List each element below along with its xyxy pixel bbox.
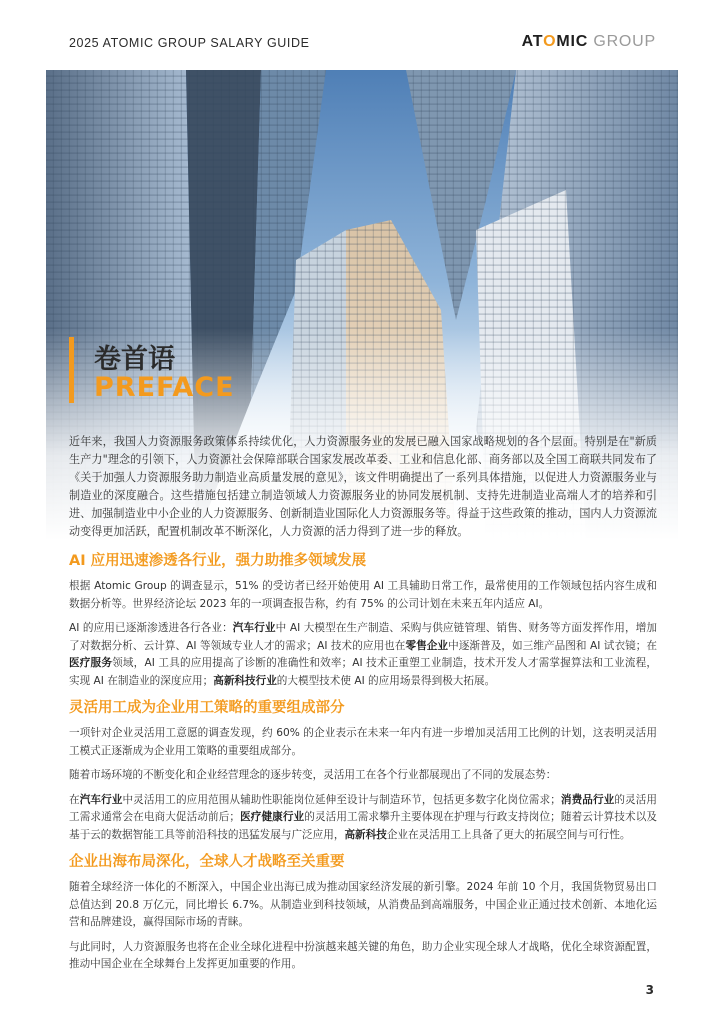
paragraph <box>69 725 657 760</box>
section-heading: AI 应用迅速渗透各行业，强力助推多领域发展 <box>69 553 367 569</box>
paragraph <box>69 939 657 974</box>
section-heading: 灵活用工成为企业用工策略的重要组成部分 <box>69 700 345 716</box>
paragraph-text: 的灵活用工需求通常会在电商大促活动前后； <box>69 793 658 823</box>
paragraph-text: 中灵活用工的应用范围从辅助性职能岗位延伸至设计与制造环节，包括更多数字化岗位需求； <box>122 793 561 806</box>
paragraph-text: 的大模型技术使 AI 的应用场景得到极大拓展。 <box>276 674 496 687</box>
preface-title-cn: 卷首语 <box>94 344 175 375</box>
emphasis-text: 消费品行业 <box>560 793 615 806</box>
emphasis-text: 高新科技 <box>344 828 387 841</box>
paragraph-text: 根据 Atomic Group 的调查显示，51% 的受访者已经开始使用 AI 工具辅助日常工作，最常使用的工作领域包括内容生成和数据分析等。世界经济论坛 2023 年的一项调查报告称，约有 75% 的公司计划在未来五年内适应 AI。 <box>69 580 657 610</box>
preface-accent-bar <box>69 337 74 403</box>
logo-text-1: AT <box>521 33 544 50</box>
section <box>69 550 657 690</box>
guide-title: 2025 ATOMIC GROUP SALARY GUIDE <box>69 36 310 50</box>
paragraph-text: AI 的应用已逐渐渗透进各行各业： <box>69 622 233 634</box>
paragraph-text: 随着市场环境的不断变化和企业经营理念的逐步转变，灵活用工在各个行业都展现出了不同的发展态势： <box>69 769 557 781</box>
section-heading: 企业出海布局深化，全球人才战略至关重要 <box>69 854 345 870</box>
article-body <box>69 550 657 981</box>
logo-text-2: MIC <box>556 33 589 50</box>
paragraph-text: 中逐渐普及，如三维产品图和 AI 试衣镜；在 <box>448 639 658 652</box>
paragraph <box>69 879 657 932</box>
emphasis-text: 汽车行业 <box>79 793 123 806</box>
paragraph-text: 领域，AI 工具的应用提高了诊断的准确性和效率；AI 技术正重塑工业制造，技术开发人才需掌握算法和工业流程，实现 AI 在制造业的深度应用； <box>69 657 657 687</box>
emphasis-text: 医疗健康行业 <box>239 811 305 823</box>
paragraph <box>69 792 657 845</box>
emphasis-text: 汽车行业 <box>232 622 276 634</box>
paragraph-text: 企业在灵活用工上具备了更大的拓展空间与可行性。 <box>386 828 631 841</box>
paragraph <box>69 620 657 690</box>
paragraph-text: 随着全球经济一体化的不断深入，中国企业出海已成为推动国家经济发展的新引擎。2024 年前 10 个月，我国货物贸易出口总值达到 20.8 万亿元，同比增长 6.7%。从制造业到科技领域，从消费品到高端服务，中国企业正通过技术创新、本地化运营和品牌建设，赢得国际市场的青睐。 <box>69 881 657 928</box>
paragraph-text: 一项针对企业灵活用工意愿的调查发现，约 60% 的企业表示在未来一年内有进一步增加灵活用工比例的计划，这表明灵活用工模式正逐渐成为企业用工策略的重要组成部分。 <box>69 727 657 757</box>
section <box>69 697 657 844</box>
paragraph-text: 与此同时，人力资源服务也将在企业全球化进程中扮演越来越关键的角色，助力企业实现全球人才战略，优化全球资源配置，推动中国企业在全球舞台上发挥更加重要的作用。 <box>69 940 657 970</box>
atomic-group-logo <box>522 33 656 51</box>
logo-accent: O <box>543 33 557 50</box>
logo-text-3: GROUP <box>593 33 656 50</box>
paragraph <box>69 578 657 613</box>
emphasis-text: 高新科技行业 <box>213 674 277 687</box>
paragraph-text: 中 AI 大模型在生产制造、采购与供应链管理、销售、财务等方面发挥作用，增加了对数据分析、云计算、AI 等领域专业人才的需求；AI 技术的应用也在 <box>69 622 657 652</box>
section <box>69 851 657 974</box>
preface-intro: 近年来，我国人力资源服务政策体系持续优化，人力资源服务业的发展已融入国家战略规划的各个层面。特别是在"新质生产力"理念的引领下，人力资源社会保障部联合国家发展改革委、工业和信息化部、商务部以及全国工商联共同发布了《关于加强人力资源服务助力制造业高质量发展的意见》，该文件明确提出了一系列具体措施，以促进人力资源服务业与制造业的深度融合。这些措施包括建立制造领域人力资源服务业的协同发展机制、支持先进制造业高端人才的培养和引进、加强制造业中小企业的人力资源服务、创新制造业国际化人力资源服务等。得益于这些政策的推动，国内人力资源流动变得更加活跃，配置机制改革不断深化，人力资源的活力得到了进一步的释放。 <box>69 435 657 538</box>
emphasis-text: 医疗服务 <box>69 657 113 669</box>
paragraph-text: 的灵活用工需求攀升主要体现在护理与行政支持岗位；随着云计算技术以及基于云的数据智能工具等前沿科技的迅猛发展与广泛应用， <box>69 811 658 841</box>
emphasis-text: 零售企业 <box>405 639 449 652</box>
page-number: 3 <box>645 983 654 997</box>
paragraph-text: 在 <box>69 793 80 806</box>
preface-title-en: PREFACE <box>94 372 235 403</box>
paragraph <box>69 767 657 785</box>
